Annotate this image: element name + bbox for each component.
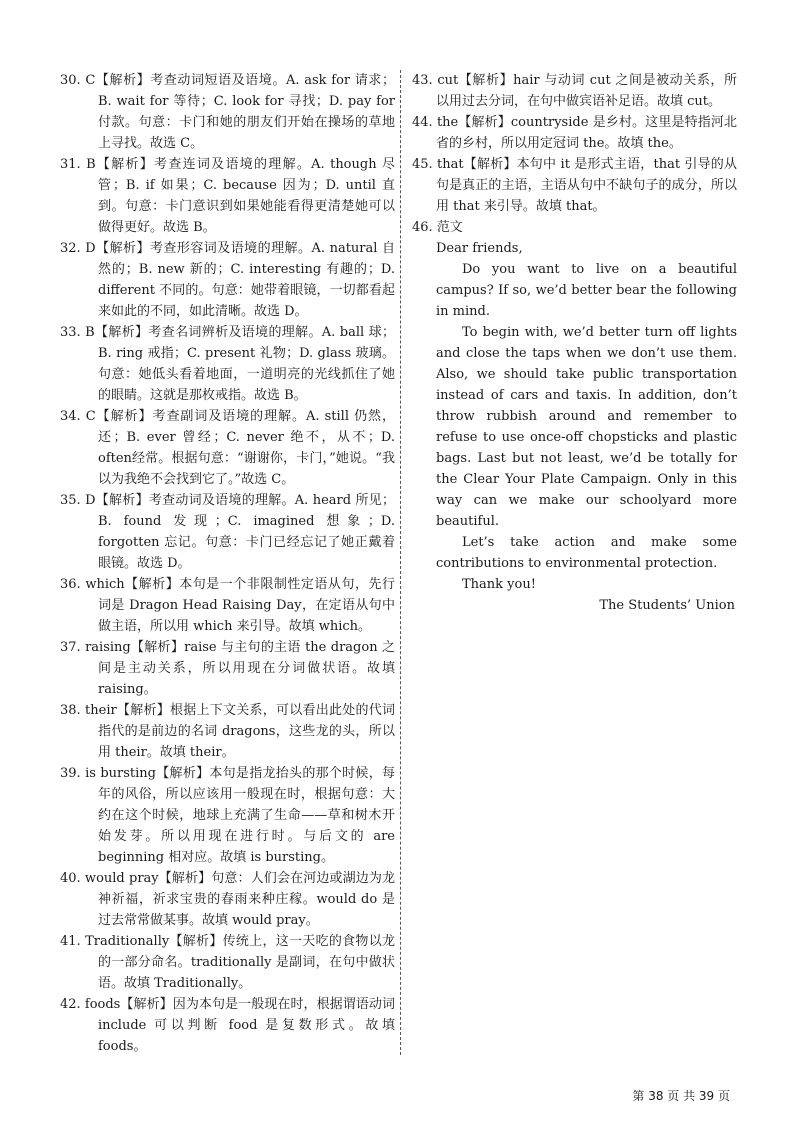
answer-item-39: 39. is bursting【解析】本句是指龙抬头的那个时候，每年的风俗，所以应该用一般现在时，根据句意：大约在这个时候，地球上充满了生命——草和树木开始发芽。所以用现在进行时。与后文的 are beginning 相对应。故填 is bursting。: [60, 766, 395, 865]
answer-item-37: 37. raising【解析】raise 与主句的主语 the dragon 之间是主动关系，所以用现在分词做状语。故填 raising。: [60, 640, 395, 697]
answer-item-42: 42. foods【解析】因为本句是一般现在时，根据谓语动词 include 可以判断 food 是复数形式。故填 foods。: [60, 997, 395, 1054]
right-column: [412, 70, 737, 616]
column-divider: [400, 70, 401, 1055]
answer-item-45: 45. that【解析】本句中 it 是形式主语，that 引导的从句是真正的主语，主语从句中不缺句子的成分，所以用 that 来引导。故填 that。: [412, 157, 737, 214]
answer-item-44: 44. the【解析】countryside 是乡村。这里是特指河北省的乡村，所以用定冠词 the。故填 the。: [412, 115, 737, 151]
answer-item-32: 32. D【解析】考查形容词及语境的理解。A. natural 自然的；B. new 新的；C. interesting 有趣的；D. different 不同的。句意：她带着眼镜，一切都看起来如此的不同，如此清晰。故选 D。: [60, 241, 395, 319]
answer-item-41: 41. Traditionally【解析】传统上，这一天吃的食物以龙的一部分命名。traditionally 是副词，在句中做状语。故填 Traditionally。: [60, 934, 395, 991]
essay-greeting: Dear friends,: [436, 241, 523, 256]
essay-signature: The Students’ Union: [599, 598, 735, 613]
answer-item-43: 43. cut【解析】hair 与动词 cut 之间是被动关系，所以用过去分词，在句中做宾语补足语。故填 cut。: [412, 73, 737, 109]
essay-paragraph-3: Let’s take action and make some contributions to environmental protection.: [436, 535, 737, 571]
answer-item-40: 40. would pray【解析】句意：人们会在河边或湖边为龙神祈福，祈求宝贵的春雨来种庄稼。would do 是过去常常做某事。故填 would pray。: [60, 871, 395, 928]
left-column: [60, 70, 395, 1057]
answer-item-30: 30. C【解析】考查动词短语及语境。A. ask for 请求；B. wait for 等待；C. look for 寻找；D. pay for 付款。句意：卡门和她的朋友们开始在操场的草地上寻找。故选 C。: [60, 73, 395, 151]
model-essay: [412, 238, 737, 616]
answer-item-34: 34. C【解析】考查副词及语境的理解。A. still 仍然，还；B. ever 曾经；C. never 绝不，从不；D. often经常。根据句意：“谢谢你，卡门，”她说。“我以为我绝不会找到它了。”故选 C。: [60, 409, 395, 487]
answer-item-38: 38. their【解析】根据上下文关系，可以看出此处的代词指代的是前边的名词 dragons，这些龙的头，所以用 their。故填 their。: [60, 703, 395, 760]
answer-item-36: 36. which【解析】本句是一个非限制性定语从句，先行词是 Dragon Head Raising Day，在定语从句中做主语，所以用 which 来引导。故填 which。: [60, 577, 395, 634]
page-number: 第 38 页 共 39 页: [632, 1089, 730, 1103]
answer-item-46: 46. 范文: [412, 220, 463, 235]
essay-paragraph-1: Do you want to live on a beautiful campus? If so, we’d better bear the following in mind.: [436, 262, 737, 319]
essay-thanks: Thank you!: [462, 577, 536, 592]
answer-item-33: 33. B【解析】考查名词辨析及语境的理解。A. ball 球；B. ring 戒指；C. present 礼物；D. glass 玻璃。句意：她低头看着地面，一道明亮的光线抓住了她的眼睛。这就是那枚戒指。故选 B。: [60, 325, 395, 403]
essay-paragraph-2: To begin with, we’d better turn off lights and close the taps when we don’t use them. Also, we should take public transportation instead of cars and taxis. In addition, don’t throw rubbish around and remember to refuse to use once-off chopsticks and plastic bags. Last but not least, we’d be totally for the Clear Your Plate Campaign. Only in this way can we make our schoolyard more beautiful.: [436, 325, 737, 529]
answer-item-31: 31. B【解析】考查连词及语境的理解。A. though 尽管；B. if 如果；C. because 因为；D. until 直到。句意：卡门意识到如果她能看得更清楚她可以做得更好。故选 B。: [60, 157, 395, 235]
answer-item-35: 35. D【解析】考查动词及语境的理解。A. heard 所见；B. found 发现；C. imagined 想象；D. forgotten 忘记。句意：卡门已经忘记了她正戴着眼镜。故选 D。: [60, 493, 395, 571]
